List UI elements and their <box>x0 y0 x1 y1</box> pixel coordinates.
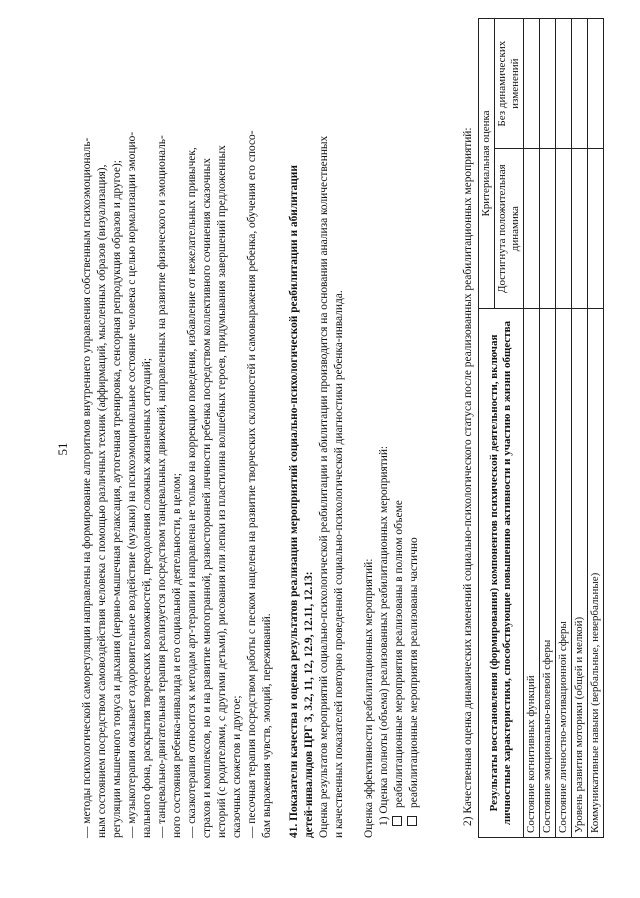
checkbox-row-2[interactable] <box>407 6 421 826</box>
text-line: сказочных сюжетов и другое; <box>231 695 243 838</box>
section-paragraph: Оценка результатов мероприятий социально-психологической реабилитации и абилитации производится на основании анализа количественных <box>318 135 330 838</box>
table-row <box>556 19 572 838</box>
row-label: Состояние личностно-мотивационной сферы <box>556 309 572 838</box>
text-line: ным состоянием посредством самовоздействия человека с помощью различных техник (аффирмаций, мысленных образов (визуализация), <box>96 164 108 838</box>
cell-positive[interactable] <box>572 149 588 309</box>
text-line: — методы психологической саморегуляции направлены на формирование алгоритмов внутреннего управления собственным психоэмоциональ- <box>81 137 93 838</box>
assessment-table <box>478 18 604 838</box>
text-line: страхов и комплексов, но и на развитие многогранной, разносторонней личности ребенка посредством коллективного сочинения сказочных <box>201 158 213 838</box>
checkbox-label: реабилитационные мероприятия реализованы в полном объеме <box>393 500 405 808</box>
text-line: историй (с родителями, с другими детьми), рисования или лепки из пластилина волшебных героев, придумывания завершений предложенных <box>216 145 228 838</box>
table-row <box>540 19 556 838</box>
text-line: — сказкотерапия относится к методам арт-терапии и направлена не только на коррекцию поведения, избавление от нежелательных привычек, <box>186 147 198 838</box>
text-line: регуляции мышечного тонуса и дыхания (нервно-мышечная релаксация, аутогенная тренировка, сенсорная репродукция образов и другое); <box>111 160 123 838</box>
text-line: нального фона, раскрытия творческих возможностей, преодоления сложных жизненных ситуаций; <box>141 357 153 838</box>
effectiveness-item-1: 1) Оценка полноты (объема) реализованных реабилитационных мероприятий: <box>378 445 390 826</box>
section-paragraph: и качественных показателей повторно проведенной социально-психологической диагностики ребенка-инвалида. <box>333 290 345 838</box>
checkbox-row-1[interactable] <box>392 6 406 826</box>
table-row <box>572 19 588 838</box>
cell-no-change[interactable] <box>524 19 540 149</box>
effectiveness-title: Оценка эффективности реабилитационных мероприятий: <box>363 558 375 838</box>
text-line: — танцевально-двигательная терапия реализуется посредством танцевальных движений, направленных на развитие физического и эмоциональ- <box>156 135 168 838</box>
text-line: — музыкотерапия оказывает оздоровительное воздействие (музыки) на психоэмоциональное состояние человека с целью нормализации эмоцио- <box>126 131 138 838</box>
cell-positive[interactable] <box>556 149 572 309</box>
text-line: — песочная терапия посредством работы с песком нацелена на развитие творческих склонностей и самовыражения ребенка, обучения его спосо- <box>246 130 258 838</box>
row-label: Коммуникативные навыки (вербальные, невербальные) <box>588 309 604 838</box>
cell-no-change[interactable] <box>588 19 604 149</box>
col-header-no-change: Без динамических изменений <box>495 19 524 149</box>
col-header-criteria: Критериальная оценка <box>479 19 495 309</box>
page-number: 51 <box>55 442 70 456</box>
table-row <box>588 19 604 838</box>
table-header-row <box>479 19 495 838</box>
text-line: бам выражения чувств, эмоций, переживаний. <box>261 613 273 838</box>
checkbox-icon[interactable] <box>407 816 417 826</box>
effectiveness-item-2: 2) Качественная оценка динамических изменений социально-психологического статуса после реализованных реабилитационных мероприятий: <box>462 127 474 826</box>
col-header-positive: Достигнута положительная динамика <box>495 149 524 309</box>
cell-no-change[interactable] <box>556 19 572 149</box>
col-header-results: Результаты восстановления (формирования) компонентов психической деятельности, включая личностные характеристики, способствующие повышению активности и участию в жизни общества <box>479 309 524 838</box>
text-line: ного состояния ребенка-инвалида и его социальной деятельности, в целом; <box>171 473 183 838</box>
row-label: Состояние когнитивных функций <box>524 309 540 838</box>
checkbox-label: реабилитационные мероприятия реализованы частично <box>408 537 420 808</box>
row-label: Уровень развития моторики (общей и мелкой) <box>572 309 588 838</box>
checkbox-icon[interactable] <box>392 816 402 826</box>
cell-positive[interactable] <box>588 149 604 309</box>
cell-no-change[interactable] <box>572 19 588 149</box>
table-row <box>524 19 540 838</box>
section-heading: детей-инвалидов ЦРГ 3, 3.2, 11, 12, 12.9, 12.11, 12.13: <box>303 571 315 838</box>
cell-no-change[interactable] <box>540 19 556 149</box>
row-label: Состояние эмоционально-волевой сферы <box>540 309 556 838</box>
cell-positive[interactable] <box>524 149 540 309</box>
cell-positive[interactable] <box>540 149 556 309</box>
section-heading: 41. Показатели качества и оценка результатов реализации мероприятий социально-психологической реабилитации и абилитации <box>288 165 300 838</box>
